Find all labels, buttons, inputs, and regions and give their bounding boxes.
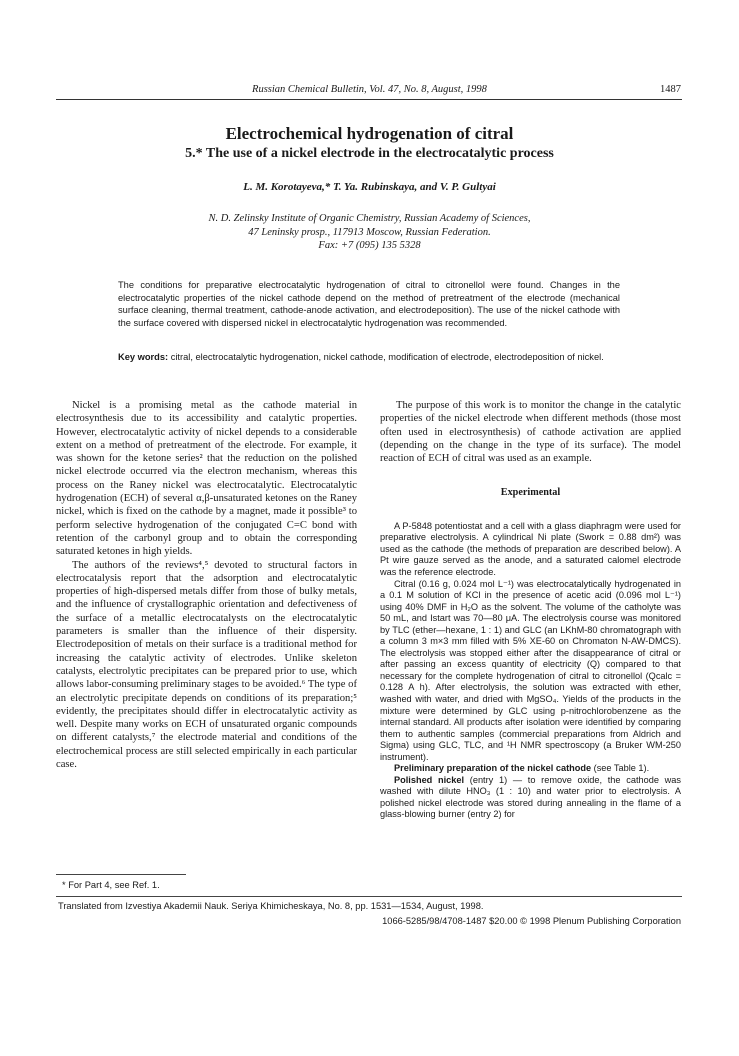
author-list: L. M. Korotayeva,* T. Ya. Rubinskaya, and V. P. Gultyai (243, 181, 496, 193)
run-in-text: (see Table 1). (591, 763, 650, 774)
translation-note: Translated from Izvestiya Akademii Nauk. Seriya Khimicheskaya, No. 8, pp. 1531—1534, August, 1998. (58, 901, 484, 911)
affiliation (0, 212, 739, 253)
affiliation-line: N. D. Zelinsky Institute of Organic Chemistry, Russian Academy of Sciences, (208, 213, 531, 224)
footnote-rule (56, 874, 186, 875)
experimental-paragraph (380, 763, 681, 775)
experimental-paragraph: Citral (0.16 g, 0.024 mol L⁻¹) was electrocatalytically hydrogenated in a 0.1 M solution of KCl in the presence of acetic acid (0.096 mol L⁻¹) using 40% DMF in H₂O as the solvent. The volume of the catholyte was 50 mL, and Istart was 70—80 μA. The electrolysis course was monitored by TLC (ether—hexane, 1 : 1) and GLC (an LKhM-80 chromatograph with a column 3 m×3 mm filled with 5% XE-60 on Chromaton N-AW-DMCS). The electrolysis was stopped either after the disappearance of citral or after passing an excess quantity of electricity (Q) compared to that necessary for the complete hydrogenation of citral to citronellol (Qcalc = 0.128 A h). After electrolysis, the solution was extracted with ether, washed with water, and dried with MgSO₄. Yields of the products in the mixture were determined by GLC using p-nitrochlorobenzene as the internal standard. All products after isolation were identified by comparing them to authentic samples (commercial preparations from Aldrich and Sigma) using GLC, TLC, and ¹H NMR spectroscopy (a Bruker WM-250 instrument). (380, 578, 681, 762)
section-heading: Experimental (500, 487, 561, 499)
experimental-section (380, 521, 681, 821)
body-paragraph: Nickel is a promising metal as the cathode material in electrosynthesis due to its accessibility and catalytic properties. However, electrocatalytic activity of nickel depends to a considerable extent on a method of pretreatment of the electrode. For example, it was shown for the ketone series² that the reduction on the polished nickel electrode occurred via the electron mechanism, whereas this process on the Raney nickel was electrocatalytic. Electrocatalytic hydrogenation (ECH) of several α,β-unsaturated ketones on the Raney nickel, which is fixed on the cathode by a magnet, made it possible³ to perform selective hydrogenation of the conjugated C=C bond with retention of the carbonyl group and to obtain the corresponding saturated ketones in high yields. (56, 400, 357, 558)
keywords-text: citral, electrocatalytic hydrogenation, nickel cathode, modification of electrode, electrodeposition of nickel. (170, 352, 604, 362)
left-column (56, 399, 357, 771)
affiliation-line: Fax: +7 (095) 135 5328 (318, 240, 421, 251)
article-subtitle: 5.* The use of a nickel electrode in the electrocatalytic process (185, 146, 554, 161)
keywords (118, 351, 620, 364)
run-in-heading: Preliminary preparation of the nickel cathode (394, 763, 592, 774)
affiliation-line: 47 Leninsky prosp., 117913 Moscow, Russian Federation. (248, 226, 491, 238)
experimental-paragraph: A P-5848 potentiostat and a cell with a glass diaphragm were used for preparative electrolysis. A cylindrical Ni plate (Swork = 0.88 dm²) was used as the cathode (the methods of preparation are described below). A Pt wire gauze served as the anode, and a saturated calomel electrode was the reference electrode. (380, 520, 681, 577)
running-header: Russian Chemical Bulletin, Vol. 47, No. 8, August, 1998 (252, 84, 487, 95)
body-paragraph: The authors of the reviews⁴,⁵ devoted to structural factors in electrocatalysis report that the adsorption and electrocatalytic properties of high-dispersed metals differ from those of bulky metals, and the influence of crystallographic orientation and defectiveness of the surface of a metallic electrocatalysts on the electrocatalytic parameters is smaller than the influence of their dispersity. Electrodeposition of metals on their surface is a traditional method for increasing the catalytic activity of electrodes. Unlike skeleton catalysts, electrolytic precipitates can be prepared prior to use, which allows labor-consuming preliminary stages to be avoided.⁶ The type of an electrolytic precipitate depends on conditions of its preparation;⁵ evidently, the precipitates should differ in electrocatalytic activity as well. Despite many works on ECH of unsaturated organic compounds on different catalysts,⁷ the electrode material and conditions of the electrochemical process are still selected empirically in each particular case. (56, 559, 357, 771)
keywords-label: Key words: (118, 352, 169, 362)
run-in-text: (entry 1) — to remove oxide, the cathode was washed with dilute HNO₃ (1 : 10) and water prior to electrolysis. A polished nickel electrode was stored during annealing in the flame of a glass-blowing burner (entry 2) for (380, 774, 682, 820)
article-title: Electrochemical hydrogenation of citral (225, 124, 514, 143)
copyright-line: 1066-5285/98/4708-1487 $20.00 © 1998 Plenum Publishing Corporation (382, 916, 681, 926)
run-in-heading: Polished nickel (394, 774, 465, 785)
right-column (380, 399, 681, 821)
page-number: 1487 (660, 84, 681, 95)
abstract: The conditions for preparative electrocatalytic hydrogenation of citral to citronellol were found. Changes in the electrocatalytic properties of the nickel cathode depend on the method of pretreatment of the electrode (mechanical surface cleaning, thermal treatment, cathode-anode activation, and electrodeposition). The use of the nickel cathode with the surface covered with dispersed nickel in electrocatalytic hydrogenation was recommended. (118, 280, 620, 328)
experimental-paragraph (380, 775, 681, 821)
header-rule (56, 99, 682, 100)
footnote: * For Part 4, see Ref. 1. (62, 880, 160, 890)
footer-rule (56, 896, 682, 897)
body-paragraph: The purpose of this work is to monitor the change in the catalytic properties of the nickel electrode when different methods (those most often used in electrosynthesis) of cathode activation are applied (depending on the change in the type of its surface). The model reaction of ECH of citral was used as an example. (380, 400, 681, 465)
